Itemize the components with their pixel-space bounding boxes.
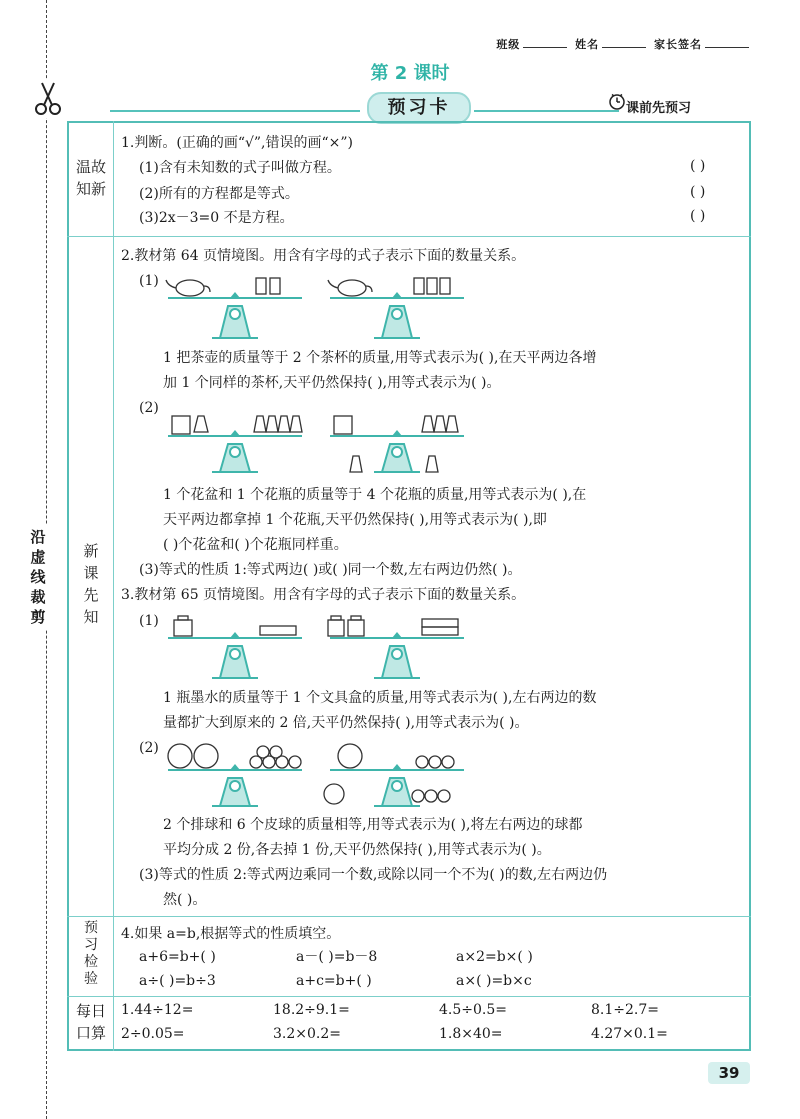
check-r1-c2: a－( )=b－8	[296, 949, 378, 965]
review-item-1: (1)含有未知数的式子叫做方程。	[139, 160, 341, 176]
divider-review	[67, 236, 751, 237]
scissors-icon	[33, 80, 63, 118]
review-answer-1[interactable]: ( )	[690, 158, 706, 174]
preview-tag: 课前先预习	[626, 101, 692, 116]
q2-1-line-1: 1 把茶壶的质量等于 2 个茶杯的质量,用等式表示为( ),在天平两边各增	[163, 350, 597, 366]
oral-r2-c1: 2÷0.05=	[121, 1026, 185, 1042]
divider-check	[67, 996, 751, 997]
section-new-label	[70, 540, 112, 628]
parent-label: 家长签名	[654, 38, 702, 51]
banner-line-left	[110, 110, 360, 112]
card-title: 预习卡	[387, 97, 451, 118]
scale-ball-1	[160, 740, 310, 814]
section-oral-label	[70, 1000, 112, 1044]
oral-r1-c1: 1.44÷12=	[121, 1002, 194, 1018]
section-check-label	[70, 920, 112, 988]
check-r1-c1: a+6=b+( )	[139, 949, 216, 965]
oral-r2-c4: 4.27×0.1=	[591, 1026, 668, 1042]
review-question: 1.判断。(正确的画“√”,错误的画“×”)	[121, 135, 354, 151]
check-r2-c1: a÷( )=b÷3	[139, 973, 216, 989]
student-info	[496, 36, 752, 52]
q3-2-label: (2)	[139, 740, 159, 756]
scale-teapot-2	[322, 272, 472, 346]
class-blank[interactable]	[523, 47, 567, 48]
check-r2-c2: a+c=b+( )	[296, 973, 372, 989]
oral-r2-c3: 1.8×40=	[439, 1026, 503, 1042]
card-banner	[367, 92, 471, 124]
question-2: 2.教材第 64 页情境图。用含有字母的式子表示下面的数量关系。	[121, 248, 526, 264]
name-label: 姓名	[575, 38, 600, 51]
name-blank[interactable]	[602, 47, 646, 48]
divider-new	[67, 916, 751, 917]
clock-icon	[608, 92, 626, 114]
q2-1-label: (1)	[139, 273, 159, 289]
q3-1-label: (1)	[139, 613, 159, 629]
q2-2-line-1: 1 个花盆和 1 个花瓶的质量等于 4 个花瓶的质量,用等式表示为( ),在	[163, 487, 587, 503]
q2-3: (3)等式的性质 1:等式两边( )或( )同一个数,左右两边仍然( )。	[139, 562, 522, 578]
q3-3-line-2: 然( )。	[163, 892, 207, 908]
q2-2-label: (2)	[139, 400, 159, 416]
page-number: 39	[708, 1062, 750, 1084]
review-item-2: (2)所有的方程都是等式。	[139, 186, 299, 202]
label-column-line	[113, 121, 114, 1051]
scale-vase-1	[160, 402, 310, 480]
oral-r1-c3: 4.5÷0.5=	[439, 1002, 507, 1018]
scale-ball-2	[322, 740, 472, 814]
q3-1-line-1: 1 瓶墨水的质量等于 1 个文具盒的质量,用等式表示为( ),左右两边的数	[163, 690, 597, 706]
scale-vase-2	[322, 402, 472, 480]
q2-2-line-3: ( )个花盆和( )个花瓶同样重。	[163, 537, 348, 553]
question-4: 4.如果 a=b,根据等式的性质填空。	[121, 926, 341, 942]
review-answer-2[interactable]: ( )	[690, 184, 706, 200]
section-review-label	[70, 156, 112, 200]
lesson-title: 第 2 课时	[370, 63, 450, 84]
check-r2-c3: a×( )=b×c	[456, 973, 532, 989]
question-3: 3.教材第 65 页情境图。用含有字母的式子表示下面的数量关系。	[121, 587, 526, 603]
parent-blank[interactable]	[705, 47, 749, 48]
check-r1-c3: a×2=b×( )	[456, 949, 533, 965]
q3-2-line-2: 平均分成 2 份,各去掉 1 份,天平仍然保持( ),用等式表示为( )。	[163, 842, 551, 858]
cut-text: 沿虚线裁剪	[28, 524, 48, 630]
class-label: 班级	[496, 38, 521, 51]
q3-2-line-1: 2 个排球和 6 个皮球的质量相等,用等式表示为( ),将左右两边的球都	[163, 817, 583, 833]
q2-2-line-2: 天平两边都拿掉 1 个花瓶,天平仍然保持( ),用等式表示为( ),即	[163, 512, 547, 528]
review-item-3: (3)2x－3=0 不是方程。	[139, 210, 294, 226]
section-oral-text: 每日口算	[75, 1002, 106, 1042]
section-review-text: 温故知新	[75, 158, 106, 198]
oral-r1-c4: 8.1÷2.7=	[591, 1002, 659, 1018]
banner-line-right	[474, 110, 619, 112]
q3-3-line-1: (3)等式的性质 2:等式两边乘同一个数,或除以同一个不为( )的数,左右两边仍	[139, 867, 608, 883]
section-new-text: 新课先知	[83, 542, 99, 626]
scale-ink-1	[160, 612, 310, 686]
section-check-text: 预习检验	[84, 920, 98, 987]
oral-r2-c2: 3.2×0.2=	[273, 1026, 341, 1042]
q2-1-line-2: 加 1 个同样的茶杯,天平仍然保持( ),用等式表示为( )。	[163, 375, 501, 391]
scale-ink-2	[322, 612, 472, 686]
scale-teapot-1	[160, 272, 310, 346]
q3-1-line-2: 量都扩大到原来的 2 倍,天平仍然保持( ),用等式表示为( )。	[163, 715, 529, 731]
oral-r1-c2: 18.2÷9.1=	[273, 1002, 350, 1018]
review-answer-3[interactable]: ( )	[690, 208, 706, 224]
